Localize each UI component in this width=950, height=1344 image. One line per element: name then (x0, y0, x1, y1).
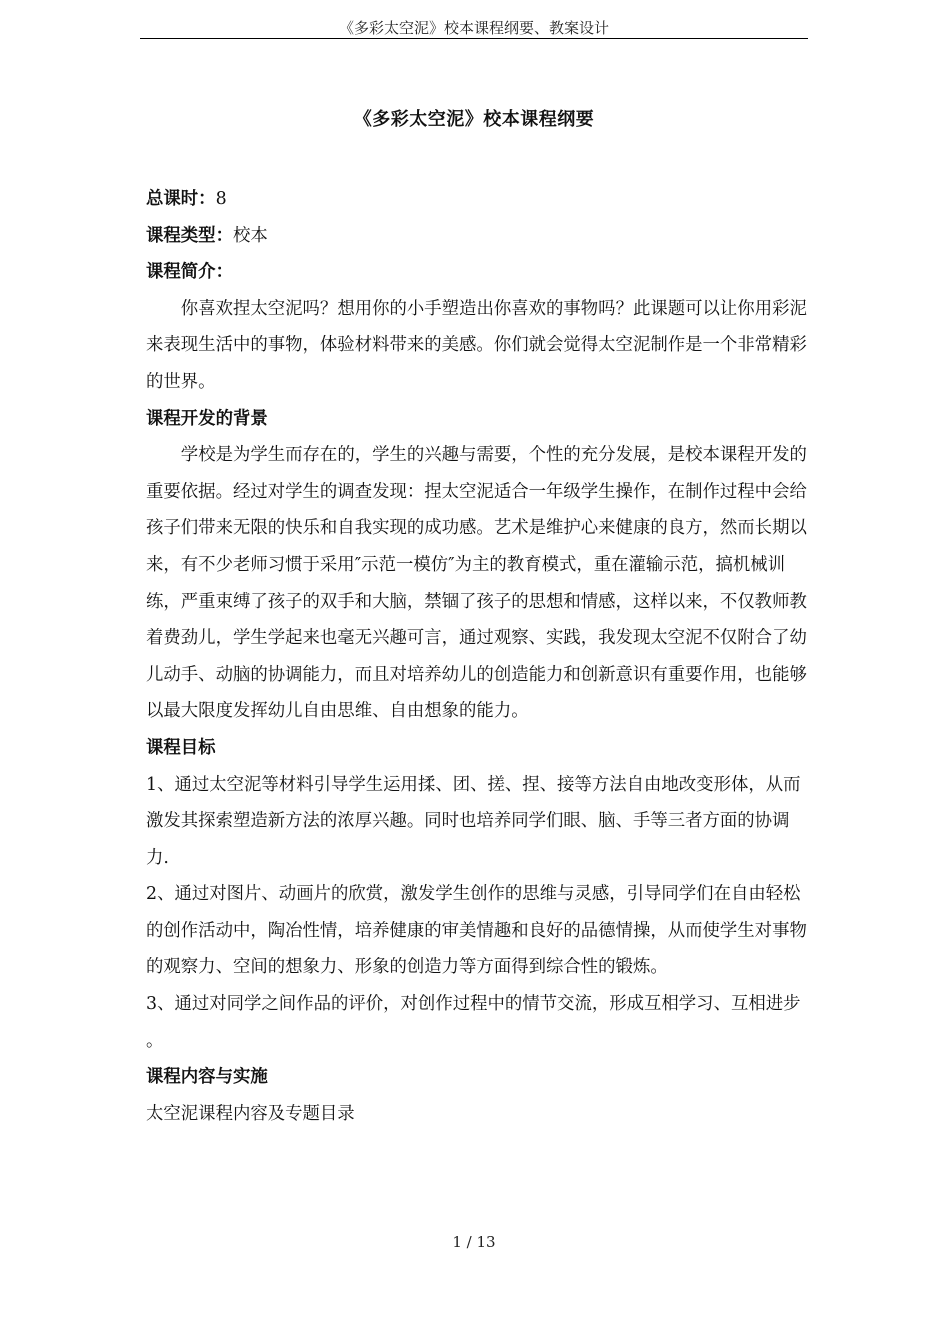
page-number: 1 / 13 (452, 1233, 496, 1251)
goal-item-1: 1、通过太空泥等材料引导学生运用揉、团、搓、捏、接等方法自由地改变形体，从而激发其探索塑造新方法的浓厚兴趣。同时也培养同学们眼、脑、手等三者方面的协调力. (146, 774, 801, 868)
intro-label: 课程简介： (146, 262, 233, 283)
total-hours-value: 8 (215, 189, 227, 209)
course-type-line (146, 218, 812, 255)
background-paragraph: 学校是为学生而存在的，学生的兴趣与需要，个性的充分发展，是校本课程开发的重要依据。经过对学生的调查发现：捏太空泥适合一年级学生操作，在制作过程中会给孩子们带来无限的快乐和自我实现的成功感。艺术是维护心来健康的良方，然而长期以来，有不少老师习惯于采用″示范一模仿″为主的教育模式，重在灌输示范，搞机械训练，严重束缚了孩子的双手和大脑，禁锢了孩子的思想和情感，这样以来，不仅教师教着费劲儿，学生学起来也毫无兴趣可言，通过观察、实践，我发现太空泥不仅附合了幼儿动手、动脑的协调能力，而且对培养幼儿的创造能力和创新意识有重要作用，也能够以最大限度发挥幼儿自由思维、自由想象的能力。 (146, 445, 807, 722)
background-heading: 课程开发的背景 (146, 408, 268, 429)
header-divider (140, 38, 808, 39)
content-subtitle: 太空泥课程内容及专题目录 (146, 1103, 355, 1124)
document-title: 《多彩太空泥》校本课程纲要 (353, 109, 595, 130)
content-heading: 课程内容与实施 (146, 1067, 268, 1088)
intro-paragraph: 你喜欢捏太空泥吗？想用你的小手塑造出你喜欢的事物吗？此课题可以让你用彩泥来表现生活中的事物，体验材料带来的美感。你们就会觉得太空泥制作是一个非常精彩的世界。 (146, 298, 807, 392)
running-header: 《多彩太空泥》校本课程纲要、教案设计 (338, 19, 609, 37)
goal-item-2: 2、通过对图片、动画片的欣赏，激发学生创作的思维与灵感，引导同学们在自由轻松的创作活动中，陶冶性情，培养健康的审美情趣和良好的品德情操，从而使学生对事物的观察力、空间的想象力、形象的创造力等方面得到综合性的锻炼。 (146, 884, 807, 978)
goals-heading: 课程目标 (146, 737, 216, 758)
total-hours-label: 总课时： (146, 189, 216, 209)
goal-item-3: 3、通过对同学之间作品的评价，对创作过程中的情节交流，形成互相学习、互相进步 。 (146, 994, 801, 1051)
course-type-value: 校本 (232, 225, 268, 246)
course-type-label: 课程类型： (146, 225, 233, 246)
total-hours-line (146, 181, 812, 218)
document-body (146, 181, 812, 1132)
